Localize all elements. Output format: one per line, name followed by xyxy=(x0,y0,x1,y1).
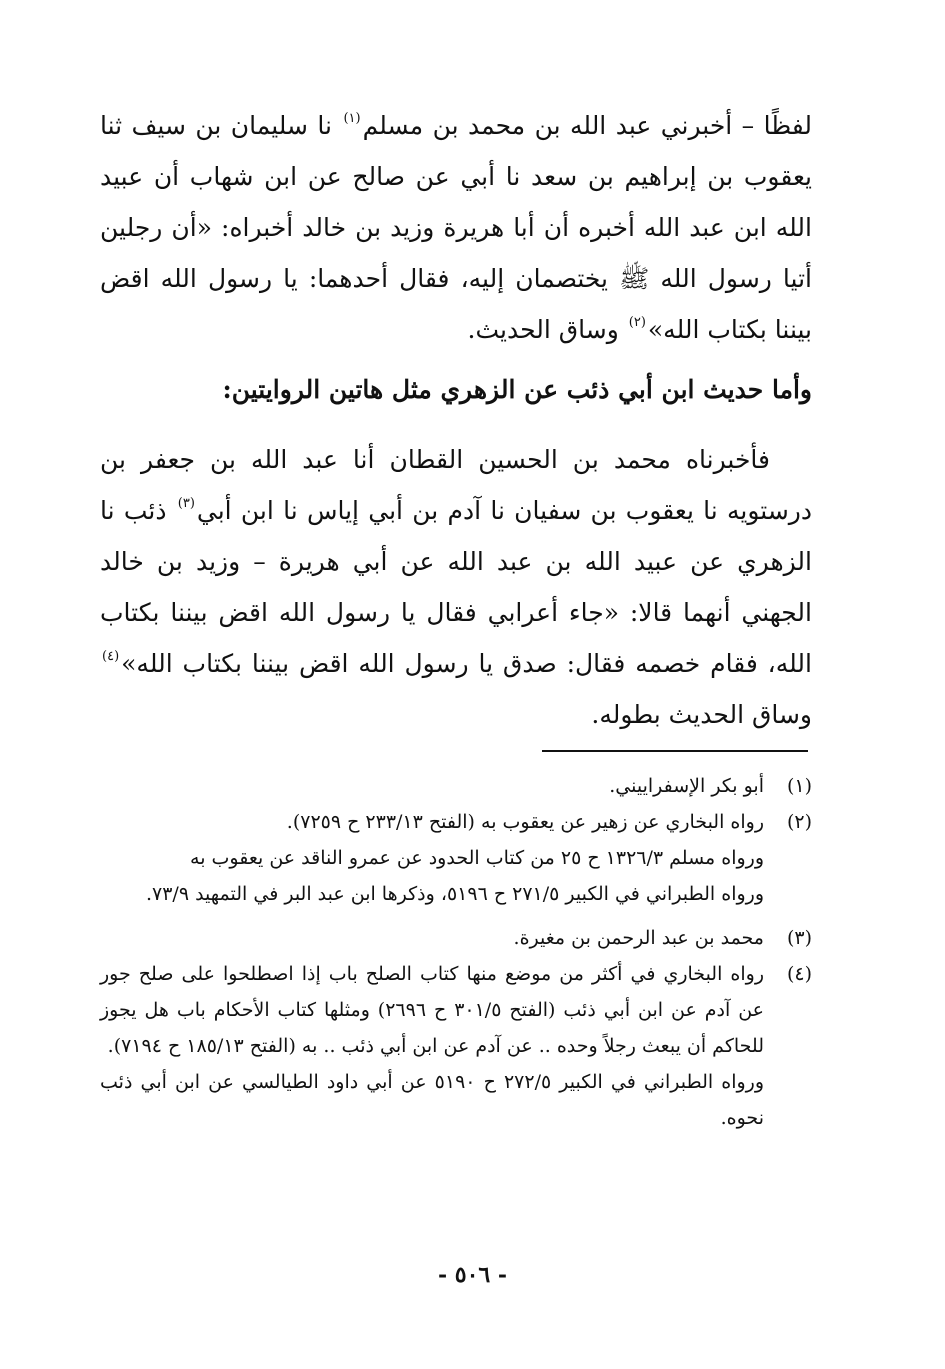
paragraph2-text-c: وساق الحديث بطوله. xyxy=(591,700,812,729)
footnote-4-continuation-1: ورواه الطبراني في الكبير ٢٧٢/٥ ح ٥١٩٠ عن أبي داود الطيالسي عن ابن أبي ذئب نحوه. xyxy=(100,1071,765,1129)
footnote-gap xyxy=(100,912,812,920)
footnote-4 xyxy=(100,956,812,1064)
footnote-1-number: (١) xyxy=(786,775,812,797)
paragraph-isnad-1 xyxy=(100,100,812,355)
footnote-3 xyxy=(100,920,812,956)
paragraph2-text-a: فأخبرناه محمد بن الحسين القطان أنا عبد الله بن جعفر بن درستويه نا يعقوب بن سفيان نا آدم بن أبي إياس نا ابن أبي xyxy=(100,445,813,525)
footnote-ref-3[interactable]: (٣) xyxy=(177,496,195,511)
paragraph1-text-b: نا سليمان بن سيف ثنا يعقوب بن إبراهيم بن سعد نا أبي عن صالح عن ابن شهاب أن عبيد الله ابن عبد الله أخبره أن أبا هريرة وزيد بن خالد أخبراه: «أن رجلين أتيا رسول الله ﷺ يختصمان إليه، فقال أحدهما: يا رسول الله اقض بيننا بكتاب الله» xyxy=(100,111,812,344)
footnote-3-text: محمد بن عبد الرحمن بن مغيرة. xyxy=(513,927,764,949)
footnote-1-text: أبو بكر الإسفراييني. xyxy=(609,775,764,797)
footnote-2 xyxy=(100,804,812,840)
footnote-2-continuation-1: ورواه مسلم ١٣٢٦/٣ ح ٢٥ من كتاب الحدود عن عمرو الناقد عن يعقوب به xyxy=(190,847,764,869)
footnote-2-continuation-2: ورواه الطبراني في الكبير ٢٧١/٥ ح ٥١٩٦، وذكرها ابن عبد البر في التمهيد ٧٣/٩. xyxy=(145,883,764,905)
footnote-ref-1[interactable]: (١) xyxy=(343,111,361,126)
footnotes-section xyxy=(100,768,812,1136)
footnote-2-number: (٢) xyxy=(786,811,812,833)
footnote-4-text: رواه البخاري في أكثر من موضع منها كتاب الصلح باب إذا اصطلحوا على صلح جور عن آدم عن ابن أبي ذئب (الفتح ٣٠١/٥ ح ٢٦٩٦) ومثلها كتاب الأحكام باب هل يجوز للحاكم أن يبعث رجلاً وحده .. عن آدم عن ابن أبي ذئب .. به (الفتح ١٨٥/١٣ ح ٧١٩٤). xyxy=(100,963,764,1057)
footnote-2-text: رواه البخاري عن زهير عن يعقوب به (الفتح ٢٣٣/١٣ ح ٧٢٥٩). xyxy=(286,811,764,833)
footnote-separator xyxy=(542,750,808,752)
footnote-ref-4[interactable]: (٤) xyxy=(102,649,120,664)
paragraph-isnad-2 xyxy=(100,434,812,740)
footnote-1 xyxy=(100,768,812,804)
paragraph2-text-b: ذئب نا الزهري عن عبيد الله بن عبد الله عن أبي هريرة – وزيد بن خالد الجهني أنهما قالا: «جاء أعرابي فقال يا رسول الله اقض بيننا بكتاب الله، فقام خصمه فقال: صدق يا رسول الله اقض بيننا بكتاب الله» xyxy=(100,496,812,678)
footnote-ref-2[interactable]: (٢) xyxy=(628,315,646,330)
footnote-3-number: (٣) xyxy=(786,927,812,949)
page-number: - ٥٠٦ - xyxy=(437,1262,508,1288)
section-heading: وأما حديث ابن أبي ذئب عن الزهري مثل هاتين الروايتين: xyxy=(222,375,812,404)
paragraph1-text-a: لفظًا – أخبرني عبد الله بن محمد بن مسلم xyxy=(362,111,813,140)
footnote-4-number: (٤) xyxy=(786,963,812,985)
paragraph1-text-c: وساق الحديث. xyxy=(467,315,627,344)
